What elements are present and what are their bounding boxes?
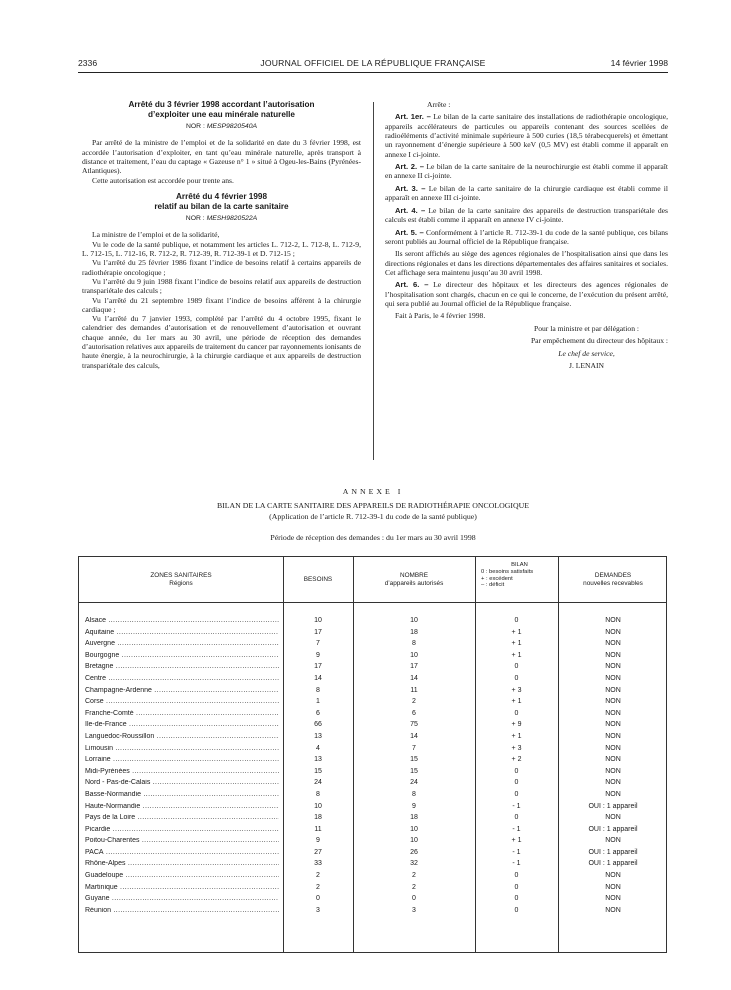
zone-cell: Bourgogne ..... [85,652,279,659]
table-row [79,813,666,825]
table-row [79,628,666,640]
demandes-cell: NON [605,767,621,775]
besoins-cell: 9 [316,837,320,845]
table-row [79,871,666,883]
demandes-cell: NON [605,756,621,764]
annex-table [78,556,667,953]
demandes-cell: NON [605,779,621,787]
page-number: 2336 [78,58,98,68]
zone-cell: Centre ..... [85,675,279,682]
table-row [79,767,666,779]
article-1: Art. 1er. – Le bilan de la carte sanitaire des installations de radiothérapie oncologique, appareils accélérateurs de particules ou appareils contenant des sources scellées de radioéléments d’activité minimale supérieure à 500 curies (18,5 térabecquerels) et émettant un rayonnement d’énergie supérieure à 500 keV (0,5 MV) est établi comme il apparaît en annexe I ci-jointe. [385,112,668,159]
nombre-cell: 14 [410,732,418,740]
demandes-cell: NON [605,883,621,891]
nombre-cell: 8 [412,640,416,648]
bilan-cell: + 9 [511,721,522,729]
besoins-cell: 17 [314,628,322,636]
nombre-cell: 9 [412,802,416,810]
header-rule [78,72,668,73]
table-row [79,755,666,767]
nombre-cell: 2 [412,872,416,880]
bilan-cell: - 1 [512,848,521,856]
zone-cell: Corse ..... [85,698,279,705]
zone-cell: Rhône-Alpes ..... [85,860,279,867]
zone-cell: PACA ..... [85,849,279,856]
table-row [79,778,666,790]
demandes-cell: NON [605,628,621,636]
besoins-cell: 2 [316,883,320,891]
right-column [385,100,668,374]
besoins-cell: 14 [314,674,322,682]
besoins-cell: 13 [314,732,322,740]
besoins-cell: 24 [314,779,322,787]
signature-line2: Par empêchement du directeur des hôpitaux : [530,336,668,346]
bilan-cell: 0 [514,779,519,787]
demandes-cell: NON [605,663,621,671]
demandes-cell: NON [605,674,621,682]
demandes-cell: NON [605,709,621,717]
nombre-cell: 26 [410,848,418,856]
page-header [78,58,668,72]
besoins-cell: 17 [314,663,322,671]
header-bilan: BILAN 0 : besoins satisfaits + : excédent – : déficit [481,562,534,589]
decree1-paragraph: Cette autorisation est accordée pour trente ans. [92,175,234,185]
nombre-cell: 10 [410,825,418,833]
demandes-cell: NON [605,744,621,752]
besoins-cell: 7 [316,640,320,648]
demandes-cell: NON [605,906,621,914]
decree1-paragraph: Par arrêté de la ministre de l’emploi et de la solidarité en date du 3 février 1998, est accordée l’autorisation d’exploiter, en tant qu’eau minérale naturelle, après transport à distance et traitement, l’eau du captage « Gazeuse n° 1 » situé à Ogeu-les-Bains (Pyrénées-Atlantiques). [82,138,361,176]
demandes-cell: NON [605,686,621,694]
zone-cell: Auvergne ..... [85,640,279,647]
nombre-cell: 75 [410,721,418,729]
table-row [79,697,666,709]
nombre-cell: 17 [410,663,418,671]
signature-line3: Le chef de service, [558,348,615,358]
bilan-cell: 0 [514,674,519,682]
demandes-cell: OUI : 1 appareil [588,860,638,868]
zone-cell: Guyane ..... [85,895,279,902]
besoins-cell: 11 [314,825,322,833]
demandes-cell: NON [605,895,621,903]
demandes-cell: NON [605,698,621,706]
zone-cell: Midi-Pyrénées ..... [85,768,279,775]
bilan-cell: 0 [514,663,519,671]
bilan-cell: 0 [514,906,519,914]
besoins-cell: 66 [314,721,322,729]
bilan-cell: + 1 [511,698,522,706]
bilan-cell: + 1 [511,628,522,636]
nombre-cell: 7 [412,744,416,752]
decree2-nor: NOR : MESH9820522A [185,215,258,223]
nombre-cell: 15 [410,756,418,764]
besoins-cell: 10 [314,802,322,810]
bilan-cell: 0 [514,617,519,624]
table-row [79,825,666,837]
nombre-cell: 32 [410,860,418,868]
zone-cell: Poitou-Charentes ..... [85,837,279,844]
annex-title: ANNEXE I [342,487,404,496]
bilan-cell: 0 [514,709,519,717]
decree2-paragraph: Vu l’arrêté du 21 septembre 1989 fixant l’indice de besoins afférent à la chirurgie cardiaque ; [82,295,361,314]
demandes-cell: OUI : 1 appareil [588,802,638,810]
header-besoins: BESOINS [303,575,333,583]
decree2-paragraph: Vu l’arrêté du 25 février 1986 fixant l’indice de besoins relatif à certains appareils de radiothérapie oncologique ; [82,258,361,277]
bilan-cell: + 2 [511,756,522,764]
nombre-cell: 11 [410,686,418,694]
annex-period: Période de réception des demandes : du 1er mars au 30 avril 1998 [270,533,476,542]
demandes-cell: NON [605,721,621,729]
journal-title: JOURNAL OFFICIEL DE LA RÉPUBLIQUE FRANÇAISE [260,58,486,68]
zone-cell: Aquitaine ..... [85,629,279,636]
article-3: Art. 3. – Le bilan de la carte sanitaire de la chirurgie cardiaque est établi comme il apparaît en annexe III ci-jointe. [385,183,669,203]
besoins-cell: 33 [314,860,322,868]
nombre-cell: 10 [410,837,418,845]
zone-cell: Haute-Normandie ..... [85,803,279,810]
table-row [79,859,666,871]
annex-heading [78,486,668,543]
zone-cell: Guadeloupe ..... [85,872,279,879]
table-row [79,802,666,814]
article-6: Art. 6. – Le directeur des hôpitaux et les directeurs des agences régionales de l’hospitalisation sont chargés, chacun en ce qui le concerne, de l’exécution du présent arrêté, qui sera publié au Journal officiel de la République française. [385,280,668,308]
left-column [82,100,361,370]
table-row [79,651,666,663]
nombre-cell: 0 [412,895,416,903]
table-row [79,662,666,674]
demandes-cell: NON [605,732,621,740]
besoins-cell: 13 [314,756,322,764]
zone-cell: Champagne-Ardenne ..... [85,687,279,694]
besoins-cell: 8 [316,686,320,694]
table-row [79,720,666,732]
column-separator [373,102,374,460]
zone-cell: Limousin ..... [85,745,279,752]
demandes-cell: NON [605,837,621,845]
zone-cell: Ile-de-France ..... [85,721,279,728]
demandes-cell: NON [605,872,621,880]
demandes-cell: NON [605,790,621,798]
nombre-cell: 10 [410,651,418,659]
besoins-cell: 4 [316,744,320,752]
zone-cell: Lorraine ..... [85,756,279,763]
nombre-cell: 6 [412,709,416,717]
besoins-cell: 0 [316,895,320,903]
besoins-cell: 1 [316,698,320,706]
decree2-title: Arrêté du 4 février 1998 relatif au bilan de la carte sanitaire [154,191,289,211]
article-4: Art. 4. – Le bilan de la carte sanitaire des appareils de destruction transpariétale des calculs est établi comme il apparaît en annexe IV ci-jointe. [385,205,669,225]
header-zones: ZONES SANITAIRES Régions [150,572,212,587]
bilan-cell: + 3 [511,686,522,694]
table-row [79,639,666,651]
zone-cell: Picardie ..... [85,826,279,833]
bilan-cell: 0 [514,790,519,798]
nombre-cell: 2 [412,883,416,891]
bilan-cell: 0 [514,767,519,775]
table-row [79,894,666,906]
article-5-continued: Ils seront affichés au siège des agences régionales de l’hospitalisation ainsi que dans les directions régionales et dans les directions départementales des affaires sanitaires et sociales. Cet affichage sera maintenu jusqu’au 30 avril 1998. [385,249,668,277]
table-row [79,709,666,721]
nombre-cell: 8 [412,790,416,798]
nombre-cell: 3 [412,906,416,914]
table-row [79,836,666,848]
annex-subtitle: BILAN DE LA CARTE SANITAIRE DES APPAREILS DE RADIOTHÉRAPIE ONCOLOGIQUE [216,501,529,510]
zone-cell: Franche-Comté ..... [85,710,279,717]
decree2-paragraph: La ministre de l’emploi et de la solidarité, [92,230,220,240]
besoins-cell: 18 [314,814,322,822]
demandes-cell: NON [605,651,621,659]
zone-cell: Languedoc-Roussillon ..... [85,733,279,740]
nombre-cell: 14 [410,674,418,682]
demandes-cell: OUI : 1 appareil [588,825,638,833]
header-nombre: NOMBRE d’appareils autorisés [384,572,444,587]
table-row [79,883,666,895]
article-2: Art. 2. – Le bilan de la carte sanitaire de la neurochirurgie est établi comme il apparaît en annexe II ci-jointe. [385,162,669,181]
table-row [79,732,666,744]
header-demandes: DEMANDES nouvelles recevables [583,572,643,587]
decree2-paragraph: Vu l’arrêté du 9 juin 1988 fixant l’indice de besoins relatif aux appareils de destruction transpariétale des calculs ; [82,276,361,296]
table-row [79,674,666,686]
zone-cell: Pays de la Loire ..... [85,814,279,821]
nombre-cell: 18 [410,814,418,822]
zone-cell: Basse-Normandie ..... [85,791,279,798]
bilan-cell: + 1 [511,732,522,740]
article-5: Art. 5. – Conformément à l’article R. 712-39-1 du code de la santé publique, ces bilans seront publiés au Journal officiel de la République française. [385,227,668,246]
arrete-heading: Arrête : [427,100,451,109]
bilan-cell: 0 [514,883,519,891]
besoins-cell: 3 [316,906,320,914]
bilan-cell: + 1 [511,651,522,659]
annex-application: (Application de l’article R. 712-39-1 du code de la santé publique) [269,512,477,521]
zone-cell: Réunion ..... [85,907,279,914]
bilan-cell: 0 [514,895,519,903]
table-row [79,790,666,802]
nombre-cell: 18 [410,628,418,636]
besoins-cell: 9 [316,651,320,659]
table-row [79,616,666,628]
decree1-title: Arrêté du 3 février 1998 accordant l’autorisation d’exploiter une eau minérale naturelle [128,100,315,119]
done-at: Fait à Paris, le 4 février 1998. [395,311,486,321]
besoins-cell: 10 [314,617,322,624]
bilan-cell: - 1 [512,825,521,833]
besoins-cell: 27 [314,848,322,856]
zone-cell: Nord - Pas-de-Calais ..... [85,779,279,786]
zone-cell: Martinique ..... [85,884,279,891]
zone-cell: Alsace ..... [85,617,279,624]
bilan-cell: + 1 [511,640,522,648]
demandes-cell: NON [605,617,621,624]
nombre-cell: 10 [410,617,418,624]
bilan-cell: - 1 [512,802,521,810]
signature-line1: Pour la ministre et par délégation : [533,323,640,333]
zone-cell: Bretagne ..... [85,663,279,670]
besoins-cell: 2 [316,872,320,880]
table-row [79,848,666,860]
issue-date: 14 février 1998 [610,58,668,68]
demandes-cell: NON [605,640,621,648]
decree2-paragraph: Vu l’arrêté du 7 janvier 1993, complété par l’arrêté du 4 octobre 1995, fixant le calendrier des demandes d’autorisation et de renouvellement d’autorisation et ouvrant chaque année, du 1er mars au 30 avril, une période de réception des demandes d’autorisation relatives aux appareils de traitement du cancer par rayonnements ionisants de haute énergie, à la neurochirurgie, à la chirurgie cardiaque et aux appareils de destruction transpariétale des calculs, [82,314,361,370]
table-row [79,906,666,918]
bilan-cell: 0 [514,814,519,822]
demandes-cell: NON [605,814,621,822]
table-row [79,686,666,698]
besoins-cell: 8 [316,790,320,798]
bilan-cell: 0 [514,872,519,880]
nombre-cell: 2 [412,698,416,706]
besoins-cell: 6 [316,709,320,717]
signature-name: J. LENAIN [568,361,604,371]
bilan-cell: + 1 [511,837,522,845]
decree2-paragraph: Vu le code de la santé publique, et notamment les articles L. 712-2, L. 712-8, L. 712-9, L. 712-15, L. 712-16, R. 712-2, R. 712-39, R. 712-39-1 et D. 712-15 ; [82,239,361,259]
nombre-cell: 24 [410,779,418,787]
bilan-cell: + 3 [511,744,522,752]
demandes-cell: OUI : 1 appareil [588,848,638,856]
bilan-cell: - 1 [512,860,521,868]
besoins-cell: 15 [314,767,322,775]
nombre-cell: 15 [410,767,418,775]
decree1-nor: NOR : MESP9820540A [185,123,258,131]
table-row [79,744,666,756]
table-body [79,616,666,917]
